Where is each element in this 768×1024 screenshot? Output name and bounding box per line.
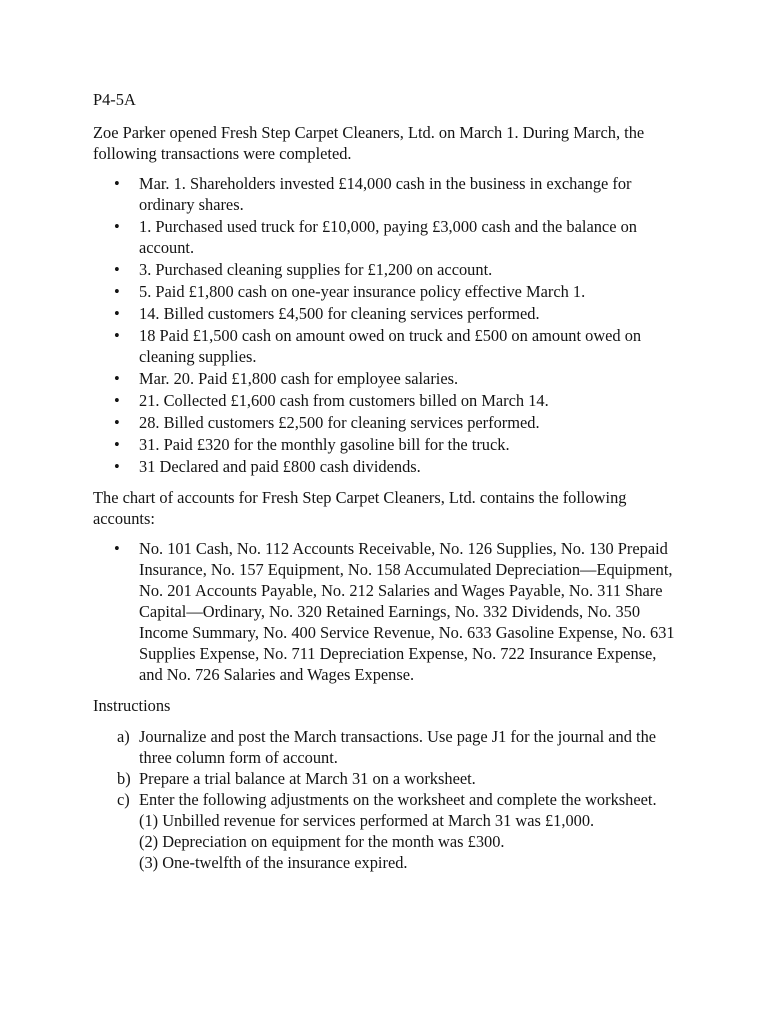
transaction-text: Mar. 1. Shareholders invested £14,000 cash in the business in exchange for ordinary shares. [139, 174, 632, 214]
bullet-icon: • [114, 435, 120, 454]
bullet-icon: • [114, 369, 120, 388]
transactions-list [93, 173, 693, 477]
bullet-icon: • [114, 304, 120, 323]
bullet-icon: • [114, 413, 120, 432]
bullet-icon: • [114, 539, 120, 558]
document-page [93, 89, 693, 873]
transaction-text: 18 Paid £1,500 cash on amount owed on truck and £500 on amount owed on cleaning supplies. [139, 326, 642, 366]
accounts-list [93, 538, 693, 685]
transaction-text: 14. Billed customers £4,500 for cleaning services performed. [139, 304, 540, 323]
transaction-text: 31. Paid £320 for the monthly gasoline bill for the truck. [139, 435, 510, 454]
list-item [93, 216, 684, 258]
bullet-icon: • [114, 217, 120, 236]
list-item [93, 538, 684, 685]
transaction-text: 28. Billed customers £2,500 for cleaning services performed. [139, 413, 540, 432]
chart-of-accounts-intro: The chart of accounts for Fresh Step Carpet Cleaners, Ltd. contains the following accounts: [93, 488, 627, 528]
instruction-item [93, 726, 684, 768]
list-item [93, 259, 684, 280]
bullet-icon: • [114, 282, 120, 301]
list-item [93, 456, 684, 477]
instruction-text: Prepare a trial balance at March 31 on a worksheet. [139, 769, 476, 788]
transaction-text: 3. Purchased cleaning supplies for £1,200 on account. [139, 260, 493, 279]
list-item [93, 368, 684, 389]
accounts-text: No. 101 Cash, No. 112 Accounts Receivable, No. 126 Supplies, No. 130 Prepaid Insurance, No. 157 Equipment, No. 158 Accumulated Depreciation—Equipment, No. 201 Accounts Payable, No. 212 Salaries and Wages Payable, No. 311 Share Capital—Ordinary, No. 320 Retained Earnings, No. 332 Dividends, No. 350 Income Summary, No. 400 Service Revenue, No. 633 Gasoline Expense, No. 631 Supplies Expense, No. 711 Depreciation Expense, No. 722 Insurance Expense, and No. 726 Salaries and Wages Expense. [139, 539, 675, 684]
bullet-icon: • [114, 457, 120, 476]
list-item [93, 173, 684, 215]
instruction-item [93, 768, 684, 789]
problem-title: P4-5A [93, 90, 136, 109]
item-marker: b) [117, 769, 131, 788]
transaction-text: 5. Paid £1,800 cash on one-year insurance policy effective March 1. [139, 282, 586, 301]
item-marker: a) [117, 727, 130, 746]
bullet-icon: • [114, 326, 120, 345]
transaction-text: 21. Collected £1,600 cash from customers billed on March 14. [139, 391, 549, 410]
list-item [93, 281, 684, 302]
instructions-list [93, 726, 693, 873]
instruction-text: Enter the following adjustments on the worksheet and complete the worksheet. [139, 790, 657, 809]
instruction-text: Journalize and post the March transactions. Use page J1 for the journal and the three column form of account. [139, 727, 657, 767]
item-marker: c) [117, 790, 130, 809]
list-item [93, 390, 684, 411]
adjustment-item: (3) One-twelfth of the insurance expired. [139, 853, 408, 872]
instruction-item [93, 789, 684, 873]
list-item [93, 434, 684, 455]
transaction-text: 31 Declared and paid £800 cash dividends. [139, 457, 421, 476]
instructions-heading: Instructions [93, 696, 171, 715]
adjustment-item: (1) Unbilled revenue for services performed at March 31 was £1,000. [139, 811, 595, 830]
adjustment-item: (2) Depreciation on equipment for the month was £300. [139, 832, 505, 851]
list-item [93, 303, 684, 324]
bullet-icon: • [114, 260, 120, 279]
transaction-text: Mar. 20. Paid £1,800 cash for employee salaries. [139, 369, 459, 388]
bullet-icon: • [114, 391, 120, 410]
intro-paragraph: Zoe Parker opened Fresh Step Carpet Cleaners, Ltd. on March 1. During March, the following transactions were completed. [93, 123, 645, 163]
bullet-icon: • [114, 174, 120, 193]
list-item [93, 412, 684, 433]
transaction-text: 1. Purchased used truck for £10,000, paying £3,000 cash and the balance on account. [139, 217, 637, 257]
list-item [93, 325, 684, 367]
